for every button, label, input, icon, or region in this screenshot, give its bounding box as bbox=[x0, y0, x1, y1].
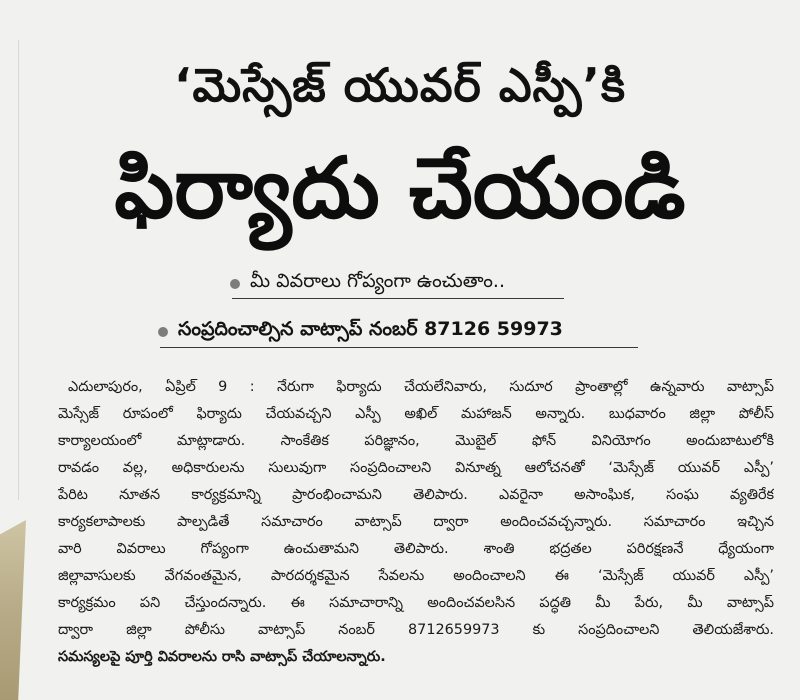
subheading-whatsapp-number bbox=[158, 318, 563, 345]
body-line: జిల్లావాసులకు వేగవంతమైన, పారదర్శకమైన సేవలను అందించాలని ఈ ‘మెస్సేజ్ యువర్ ఎస్పీ’ bbox=[58, 568, 774, 584]
body-line: పేరిట నూతన కార్యక్రమాన్ని ప్రారంభించామని తెలిపారు. ఎవరైనా అసాంఘిక, సంఘ వ్యతిరేక bbox=[58, 487, 774, 503]
article-body bbox=[58, 374, 774, 671]
bullet-dot-icon bbox=[230, 279, 240, 289]
subheading-underline bbox=[232, 298, 564, 299]
body-line: కార్యాలయంలో మాట్లాడారు. సాంకేతిక పరిజ్ఞానం, మొబైల్ ఫోన్ వినియోగం అందుబాటులోకి bbox=[58, 433, 774, 449]
body-line: కార్యక్రమం పని చేస్తుందన్నారు. ఈ సమాచారాన్ని అందించవలసిన పద్ధతి మీ పేరు, మీ వాట్సాప్ bbox=[58, 595, 774, 611]
body-line: ద్వారా జిల్లా పోలీసు వాట్సాప్ నంబర్ 8712659973 కు సంప్రదించాలని తెలియజేశారు. bbox=[58, 622, 774, 638]
subheading-underline bbox=[160, 347, 638, 348]
subheading-privacy bbox=[230, 270, 505, 297]
bullet-dot-icon bbox=[158, 327, 168, 337]
body-line: మెస్సేజ్ రూపంలో ఫిర్యాదు చేయవచ్చని ఎస్పీ అఖిల్ మహాజన్ అన్నారు. బుధవారం జిల్లా పోలీస్ bbox=[58, 406, 774, 422]
adjacent-photo-fragment bbox=[0, 520, 26, 700]
body-line: సమస్యలపై పూర్తి వివరాలను రాసి వాట్సాప్ చేయాలన్నారు. bbox=[58, 649, 386, 665]
body-line: వారి వివరాలు గోప్యంగా ఉంచుతామని తెలిపారు. శాంతి భద్రతల పరిరక్షణనే ధ్యేయంగా bbox=[58, 541, 774, 557]
body-line: కార్యకలాపాలకు పాల్పడితే సమాచారం వాట్సాప్ ద్వారా అందించవచ్చన్నారు. సమాచారం ఇచ్చిన bbox=[58, 514, 774, 530]
body-line: రావడం వల్ల, అధికారులను సులువుగా సంప్రదించాలని వినూత్న ఆలోచనతో ‘మెస్సేజ్ యువర్ ఎస్పీ’ bbox=[58, 460, 774, 476]
subheading-privacy-text: మీ వివరాలు గోప్యంగా ఉంచుతాం.. bbox=[250, 270, 506, 292]
body-line: ఎదులాపురం, ఏప్రిల్ 9 : నేరుగా ఫిర్యాదు చేయలేనివారు, సుదూర ప్రాంతాల్లో ఉన్నవారు వాట్సాప్ bbox=[68, 379, 774, 395]
headline-line-1: ‘మెస్సేజ్ యువర్ ఎస్పీ’కి bbox=[174, 58, 626, 112]
subheading-whatsapp-number-text: సంప్రదించాల్సిన వాట్సాప్ నంబర్ 87126 59973 bbox=[178, 318, 563, 340]
headline-line-2: ఫిర్యాదు చేయండి bbox=[114, 139, 686, 237]
